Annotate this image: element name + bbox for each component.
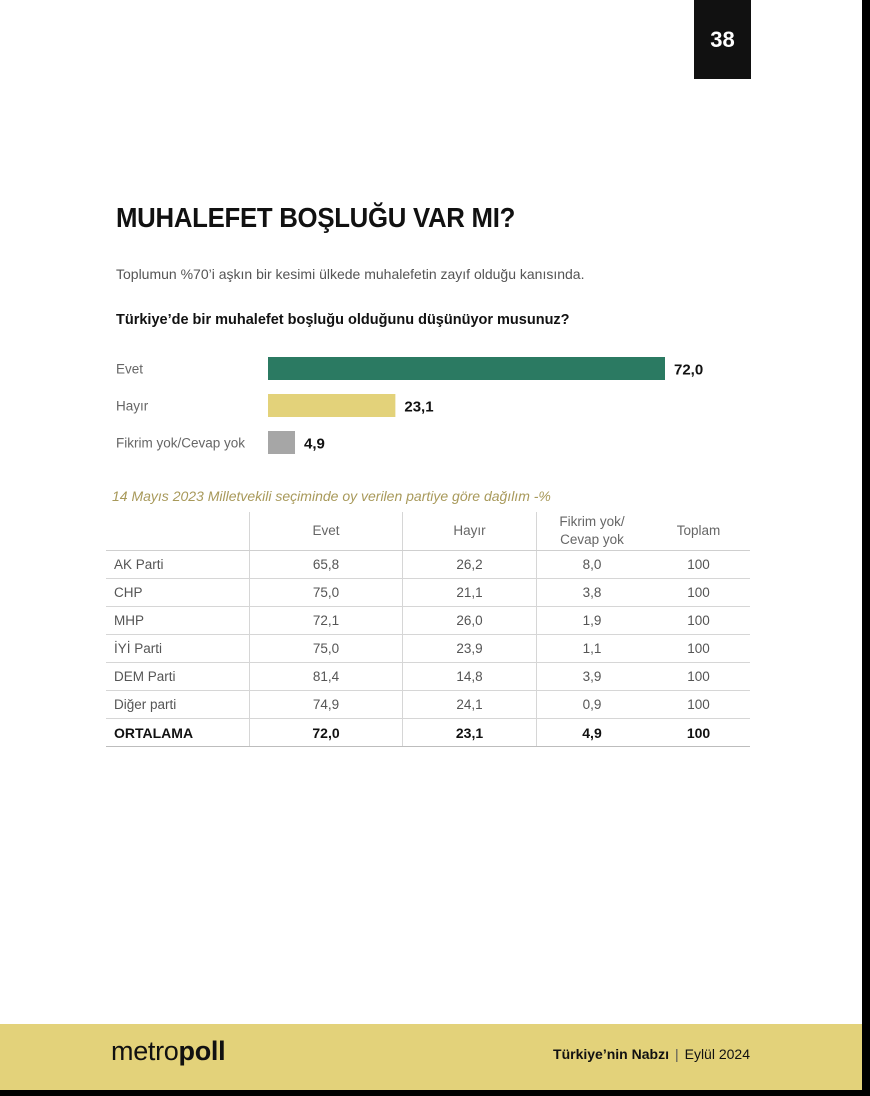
- table-cell: DEM Parti: [106, 663, 250, 691]
- table-cell: İYİ Parti: [106, 635, 250, 663]
- table-cell: 75,0: [250, 635, 403, 663]
- bar-chart: [0, 340, 870, 470]
- table-cell: 21,1: [403, 579, 537, 607]
- table-cell: 65,8: [250, 551, 403, 579]
- table-cell: 100: [647, 635, 750, 663]
- table-row: [106, 635, 750, 663]
- table-cell: 100: [647, 663, 750, 691]
- table-cell: 100: [647, 719, 750, 747]
- table-cell: 81,4: [250, 663, 403, 691]
- table-header-cell: Toplam: [647, 512, 750, 551]
- bar-1: [268, 394, 395, 417]
- bar-value-label: 23,1: [404, 398, 434, 416]
- bar-category-label: Hayır: [116, 398, 149, 414]
- metropoll-logo: [111, 1036, 225, 1067]
- page-subtitle: Toplumun %70’i aşkın bir kesimi ülkede muhalefetin zayıf olduğu kanısında.: [116, 266, 585, 282]
- table-cell: 100: [647, 551, 750, 579]
- table-cell: 23,1: [403, 719, 537, 747]
- table-row: [106, 551, 750, 579]
- table-cell: 26,0: [403, 607, 537, 635]
- table-header-cell: [106, 512, 250, 551]
- table-cell: MHP: [106, 607, 250, 635]
- table-row: [106, 579, 750, 607]
- table-header-cell: Hayır: [403, 512, 537, 551]
- party-breakdown-table: [106, 512, 750, 747]
- page-title: MUHALEFET BOŞLUĞU VAR MI?: [116, 202, 516, 233]
- table-cell: CHP: [106, 579, 250, 607]
- survey-question: Türkiye’de bir muhalefet boşluğu olduğunu düşünüyor musunuz?: [116, 312, 570, 328]
- bar-value-label: 72,0: [674, 361, 704, 379]
- bar-0: [268, 357, 665, 380]
- report-name: Türkiye’nin Nabzı: [553, 1046, 669, 1062]
- logo-text-bold: poll: [178, 1036, 226, 1066]
- table-cell: 23,9: [403, 635, 537, 663]
- table-cell: 24,1: [403, 691, 537, 719]
- report-date: Eylül 2024: [684, 1046, 750, 1062]
- table-cell: 72,1: [250, 607, 403, 635]
- page-number: 38: [694, 0, 751, 79]
- footer-report-info: [553, 1046, 750, 1062]
- footer-separator: |: [674, 1046, 679, 1062]
- table-cell: 26,2: [403, 551, 537, 579]
- table-cell: 100: [647, 579, 750, 607]
- table-cell: 3,8: [537, 579, 648, 607]
- bar-category-label: Evet: [116, 361, 144, 377]
- logo-text-light: metro: [111, 1036, 179, 1066]
- table-cell: 72,0: [250, 719, 403, 747]
- table-cell: ORTALAMA: [106, 719, 250, 747]
- bar-2: [268, 431, 295, 454]
- table-cell: Diğer parti: [106, 691, 250, 719]
- table-total-row: [106, 719, 750, 747]
- table-row: [106, 691, 750, 719]
- bar-category-label: Fikrim yok/Cevap yok: [116, 435, 246, 451]
- table-caption: 14 Mayıs 2023 Milletvekili seçiminde oy verilen partiye göre dağılım -%: [112, 488, 551, 504]
- table-cell: 0,9: [537, 691, 648, 719]
- table-cell: 1,9: [537, 607, 648, 635]
- table-cell: 74,9: [250, 691, 403, 719]
- table-cell: 100: [647, 691, 750, 719]
- page-footer: [0, 1024, 862, 1090]
- header-fikrim-line1: Fikrim yok/: [559, 514, 625, 529]
- table-cell: AK Parti: [106, 551, 250, 579]
- table-header-row: [106, 512, 750, 551]
- table-cell: 100: [647, 607, 750, 635]
- table-cell: 75,0: [250, 579, 403, 607]
- table-row: [106, 607, 750, 635]
- table-cell: 4,9: [537, 719, 648, 747]
- table-cell: 14,8: [403, 663, 537, 691]
- header-fikrim-line2: Cevap yok: [560, 532, 624, 547]
- table-cell: 3,9: [537, 663, 648, 691]
- bar-value-label: 4,9: [304, 435, 325, 453]
- table-header-cell: Evet: [250, 512, 403, 551]
- table-cell: 8,0: [537, 551, 648, 579]
- table-row: [106, 663, 750, 691]
- table-header-cell: [537, 512, 648, 551]
- table-cell: 1,1: [537, 635, 648, 663]
